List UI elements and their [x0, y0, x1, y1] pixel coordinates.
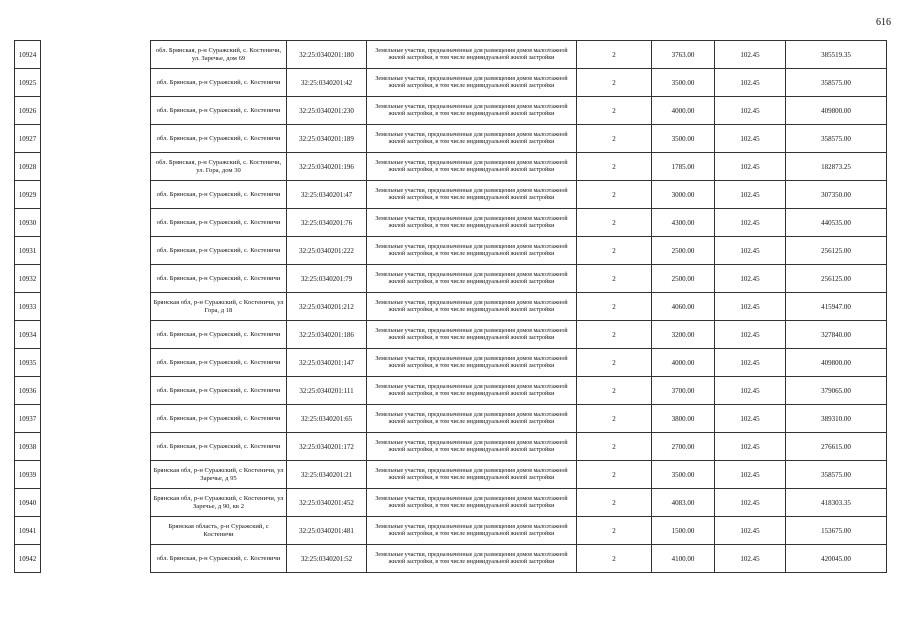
table-row: [15, 377, 887, 405]
cadastral-number-cell: 32:25:0340201:111: [287, 377, 367, 405]
area-cell: 3000.00: [652, 181, 715, 209]
group-number-cell: 2: [577, 237, 652, 265]
address-cell: Брянская обл, р-н Суражский, с Костеничи, ул Гора, д 18: [151, 293, 287, 321]
address-cell: обл. Брянская, р-н Суражский, с. Костеничи: [151, 125, 287, 153]
record-number-cell: 10926: [15, 97, 41, 125]
table-row: [15, 153, 887, 181]
specific-value-cell: 102.45: [715, 377, 786, 405]
table-row: [15, 97, 887, 125]
cadastral-value-cell: 409800.00: [786, 97, 887, 125]
record-number-cell: 10931: [15, 237, 41, 265]
cadastral-number-cell: 32:25:0340201:47: [287, 181, 367, 209]
table-row: [15, 461, 887, 489]
cadastral-value-cell: 307350.00: [786, 181, 887, 209]
land-use-cell: Земельные участки, предназначенные для размещения домов малоэтажной жилой застройки, в том числе индивидуальной жилой застройки: [367, 265, 577, 293]
record-number-cell: 10939: [15, 461, 41, 489]
land-use-cell: Земельные участки, предназначенные для размещения домов малоэтажной жилой застройки, в том числе индивидуальной жилой застройки: [367, 545, 577, 573]
record-number-cell: 10942: [15, 545, 41, 573]
address-cell: обл. Брянская, р-н Суражский, с. Костеничи: [151, 97, 287, 125]
specific-value-cell: 102.45: [715, 181, 786, 209]
cadastral-number-cell: 32:25:0340201:196: [287, 153, 367, 181]
cadastral-number-cell: 32:25:0340201:147: [287, 349, 367, 377]
cadastral-value-cell: 182873.25: [786, 153, 887, 181]
cadastral-value-cell: 327840.00: [786, 321, 887, 349]
land-use-cell: Земельные участки, предназначенные для размещения домов малоэтажной жилой застройки, в том числе индивидуальной жилой застройки: [367, 377, 577, 405]
cadastral-value-cell: 409800.00: [786, 349, 887, 377]
cadastral-value-cell: 358575.00: [786, 69, 887, 97]
address-cell: обл. Брянская, р-н Суражский, с. Костеничи: [151, 265, 287, 293]
group-number-cell: 2: [577, 545, 652, 573]
specific-value-cell: 102.45: [715, 349, 786, 377]
spacer-cell: [41, 517, 151, 545]
specific-value-cell: 102.45: [715, 489, 786, 517]
group-number-cell: 2: [577, 125, 652, 153]
land-use-cell: Земельные участки, предназначенные для размещения домов малоэтажной жилой застройки, в том числе индивидуальной жилой застройки: [367, 69, 577, 97]
address-cell: обл. Брянская, р-н Суражский, с. Костеничи, ул. Гора, дом 30: [151, 153, 287, 181]
spacer-cell: [41, 349, 151, 377]
cadastral-number-cell: 32:25:0340201:189: [287, 125, 367, 153]
record-number-cell: 10932: [15, 265, 41, 293]
cadastral-value-cell: 440535.00: [786, 209, 887, 237]
table-row: [15, 265, 887, 293]
cadastral-value-cell: 420045.00: [786, 545, 887, 573]
table-row: [15, 125, 887, 153]
address-cell: обл. Брянская, р-н Суражский, с. Костеничи: [151, 69, 287, 97]
address-cell: обл. Брянская, р-н Суражский, с. Костеничи: [151, 405, 287, 433]
table-row: [15, 405, 887, 433]
cadastral-number-cell: 32:25:0340201:481: [287, 517, 367, 545]
cadastral-value-cell: 415947.00: [786, 293, 887, 321]
table-row: [15, 433, 887, 461]
record-number-cell: 10929: [15, 181, 41, 209]
cadastral-number-cell: 32:25:0340201:52: [287, 545, 367, 573]
spacer-cell: [41, 321, 151, 349]
area-cell: 1500.00: [652, 517, 715, 545]
specific-value-cell: 102.45: [715, 545, 786, 573]
record-number-cell: 10937: [15, 405, 41, 433]
address-cell: Брянская обл, р-н Суражский, с Костеничи, ул Заречье, д 90, кв 2: [151, 489, 287, 517]
spacer-cell: [41, 153, 151, 181]
spacer-cell: [41, 489, 151, 517]
group-number-cell: 2: [577, 209, 652, 237]
record-number-cell: 10928: [15, 153, 41, 181]
table-row: [15, 545, 887, 573]
land-registry-body: [15, 41, 887, 573]
cadastral-number-cell: 32:25:0340201:452: [287, 489, 367, 517]
cadastral-value-cell: 418303.35: [786, 489, 887, 517]
address-cell: обл. Брянская, р-н Суражский, с. Костеничи: [151, 433, 287, 461]
area-cell: 2700.00: [652, 433, 715, 461]
area-cell: 4060.00: [652, 293, 715, 321]
table-row: [15, 181, 887, 209]
cadastral-number-cell: 32:25:0340201:186: [287, 321, 367, 349]
cadastral-number-cell: 32:25:0340201:180: [287, 41, 367, 69]
group-number-cell: 2: [577, 69, 652, 97]
group-number-cell: 2: [577, 153, 652, 181]
specific-value-cell: 102.45: [715, 69, 786, 97]
record-number-cell: 10924: [15, 41, 41, 69]
table-row: [15, 41, 887, 69]
area-cell: 3500.00: [652, 69, 715, 97]
land-use-cell: Земельные участки, предназначенные для размещения домов малоэтажной жилой застройки, в том числе индивидуальной жилой застройки: [367, 293, 577, 321]
area-cell: 3700.00: [652, 377, 715, 405]
specific-value-cell: 102.45: [715, 461, 786, 489]
address-cell: обл. Брянская, р-н Суражский, с. Костеничи: [151, 181, 287, 209]
land-use-cell: Земельные участки, предназначенные для размещения домов малоэтажной жилой застройки, в том числе индивидуальной жилой застройки: [367, 489, 577, 517]
specific-value-cell: 102.45: [715, 517, 786, 545]
group-number-cell: 2: [577, 321, 652, 349]
spacer-cell: [41, 69, 151, 97]
area-cell: 4100.00: [652, 545, 715, 573]
land-use-cell: Земельные участки, предназначенные для размещения домов малоэтажной жилой застройки, в том числе индивидуальной жилой застройки: [367, 153, 577, 181]
spacer-cell: [41, 265, 151, 293]
table-row: [15, 209, 887, 237]
spacer-cell: [41, 433, 151, 461]
land-use-cell: Земельные участки, предназначенные для размещения домов малоэтажной жилой застройки, в том числе индивидуальной жилой застройки: [367, 433, 577, 461]
group-number-cell: 2: [577, 517, 652, 545]
table-row: [15, 321, 887, 349]
cadastral-number-cell: 32:25:0340201:222: [287, 237, 367, 265]
address-cell: обл. Брянская, р-н Суражский, с. Костеничи: [151, 545, 287, 573]
spacer-cell: [41, 461, 151, 489]
group-number-cell: 2: [577, 489, 652, 517]
address-cell: Брянская обл, р-н Суражский, с Костеничи, ул Заречье, д 95: [151, 461, 287, 489]
address-cell: обл. Брянская, р-н Суражский, с. Костеничи: [151, 237, 287, 265]
land-use-cell: Земельные участки, предназначенные для размещения домов малоэтажной жилой застройки, в том числе индивидуальной жилой застройки: [367, 461, 577, 489]
cadastral-number-cell: 32:25:0340201:76: [287, 209, 367, 237]
group-number-cell: 2: [577, 265, 652, 293]
group-number-cell: 2: [577, 293, 652, 321]
land-use-cell: Земельные участки, предназначенные для размещения домов малоэтажной жилой застройки, в том числе индивидуальной жилой застройки: [367, 41, 577, 69]
group-number-cell: 2: [577, 349, 652, 377]
land-use-cell: Земельные участки, предназначенные для размещения домов малоэтажной жилой застройки, в том числе индивидуальной жилой застройки: [367, 517, 577, 545]
address-cell: обл. Брянская, р-н Суражский, с. Костеничи: [151, 209, 287, 237]
land-use-cell: Земельные участки, предназначенные для размещения домов малоэтажной жилой застройки, в том числе индивидуальной жилой застройки: [367, 349, 577, 377]
specific-value-cell: 102.45: [715, 41, 786, 69]
cadastral-number-cell: 32:25:0340201:212: [287, 293, 367, 321]
address-cell: обл. Брянская, р-н Суражский, с. Костеничи: [151, 377, 287, 405]
table-row: [15, 489, 887, 517]
area-cell: 2500.00: [652, 237, 715, 265]
record-number-cell: 10938: [15, 433, 41, 461]
specific-value-cell: 102.45: [715, 433, 786, 461]
specific-value-cell: 102.45: [715, 293, 786, 321]
area-cell: 3200.00: [652, 321, 715, 349]
address-cell: обл. Брянская, р-н Суражский, с. Костеничи, ул. Заречье, дом 69: [151, 41, 287, 69]
specific-value-cell: 102.45: [715, 153, 786, 181]
specific-value-cell: 102.45: [715, 265, 786, 293]
spacer-cell: [41, 405, 151, 433]
table-row: [15, 349, 887, 377]
table-row: [15, 293, 887, 321]
area-cell: 2500.00: [652, 265, 715, 293]
land-use-cell: Земельные участки, предназначенные для размещения домов малоэтажной жилой застройки, в том числе индивидуальной жилой застройки: [367, 405, 577, 433]
land-use-cell: Земельные участки, предназначенные для размещения домов малоэтажной жилой застройки, в том числе индивидуальной жилой застройки: [367, 237, 577, 265]
cadastral-number-cell: 32:25:0340201:172: [287, 433, 367, 461]
table-row: [15, 517, 887, 545]
record-number-cell: 10925: [15, 69, 41, 97]
area-cell: 4000.00: [652, 97, 715, 125]
record-number-cell: 10930: [15, 209, 41, 237]
spacer-cell: [41, 209, 151, 237]
record-number-cell: 10935: [15, 349, 41, 377]
land-use-cell: Земельные участки, предназначенные для размещения домов малоэтажной жилой застройки, в том числе индивидуальной жилой застройки: [367, 321, 577, 349]
spacer-cell: [41, 293, 151, 321]
group-number-cell: 2: [577, 181, 652, 209]
spacer-cell: [41, 97, 151, 125]
cadastral-value-cell: 276615.00: [786, 433, 887, 461]
area-cell: 4300.00: [652, 209, 715, 237]
record-number-cell: 10933: [15, 293, 41, 321]
group-number-cell: 2: [577, 405, 652, 433]
cadastral-value-cell: 389310.00: [786, 405, 887, 433]
area-cell: 4083.00: [652, 489, 715, 517]
cadastral-value-cell: 153675.00: [786, 517, 887, 545]
cadastral-number-cell: 32:25:0340201:79: [287, 265, 367, 293]
spacer-cell: [41, 125, 151, 153]
group-number-cell: 2: [577, 377, 652, 405]
area-cell: 4000.00: [652, 349, 715, 377]
record-number-cell: 10936: [15, 377, 41, 405]
land-use-cell: Земельные участки, предназначенные для размещения домов малоэтажной жилой застройки, в том числе индивидуальной жилой застройки: [367, 181, 577, 209]
cadastral-value-cell: 256125.00: [786, 237, 887, 265]
spacer-cell: [41, 545, 151, 573]
spacer-cell: [41, 377, 151, 405]
area-cell: 3500.00: [652, 461, 715, 489]
area-cell: 3800.00: [652, 405, 715, 433]
cadastral-number-cell: 32:25:0340201:230: [287, 97, 367, 125]
cadastral-value-cell: 385519.35: [786, 41, 887, 69]
group-number-cell: 2: [577, 461, 652, 489]
area-cell: 1785.00: [652, 153, 715, 181]
record-number-cell: 10927: [15, 125, 41, 153]
group-number-cell: 2: [577, 97, 652, 125]
specific-value-cell: 102.45: [715, 405, 786, 433]
specific-value-cell: 102.45: [715, 321, 786, 349]
cadastral-value-cell: 379065.00: [786, 377, 887, 405]
specific-value-cell: 102.45: [715, 97, 786, 125]
cadastral-value-cell: 256125.00: [786, 265, 887, 293]
table-row: [15, 69, 887, 97]
record-number-cell: 10940: [15, 489, 41, 517]
area-cell: 3763.00: [652, 41, 715, 69]
spacer-cell: [41, 237, 151, 265]
address-cell: обл. Брянская, р-н Суражский, с. Костеничи: [151, 349, 287, 377]
cadastral-number-cell: 32:25:0340201:65: [287, 405, 367, 433]
area-cell: 3500.00: [652, 125, 715, 153]
page-number: 616: [876, 17, 891, 28]
spacer-cell: [41, 41, 151, 69]
specific-value-cell: 102.45: [715, 209, 786, 237]
spacer-cell: [41, 181, 151, 209]
record-number-cell: 10934: [15, 321, 41, 349]
cadastral-value-cell: 358575.00: [786, 461, 887, 489]
table-row: [15, 237, 887, 265]
specific-value-cell: 102.45: [715, 237, 786, 265]
land-registry-table: [14, 40, 887, 573]
specific-value-cell: 102.45: [715, 125, 786, 153]
address-cell: обл. Брянская, р-н Суражский, с. Костеничи: [151, 321, 287, 349]
record-number-cell: 10941: [15, 517, 41, 545]
land-use-cell: Земельные участки, предназначенные для размещения домов малоэтажной жилой застройки, в том числе индивидуальной жилой застройки: [367, 209, 577, 237]
land-use-cell: Земельные участки, предназначенные для размещения домов малоэтажной жилой застройки, в том числе индивидуальной жилой застройки: [367, 97, 577, 125]
cadastral-number-cell: 32:25:0340201:42: [287, 69, 367, 97]
land-use-cell: Земельные участки, предназначенные для размещения домов малоэтажной жилой застройки, в том числе индивидуальной жилой застройки: [367, 125, 577, 153]
cadastral-number-cell: 32:25:0340201:21: [287, 461, 367, 489]
group-number-cell: 2: [577, 433, 652, 461]
cadastral-value-cell: 358575.00: [786, 125, 887, 153]
address-cell: Брянская область, р-н Суражский, с Костеничи: [151, 517, 287, 545]
group-number-cell: 2: [577, 41, 652, 69]
